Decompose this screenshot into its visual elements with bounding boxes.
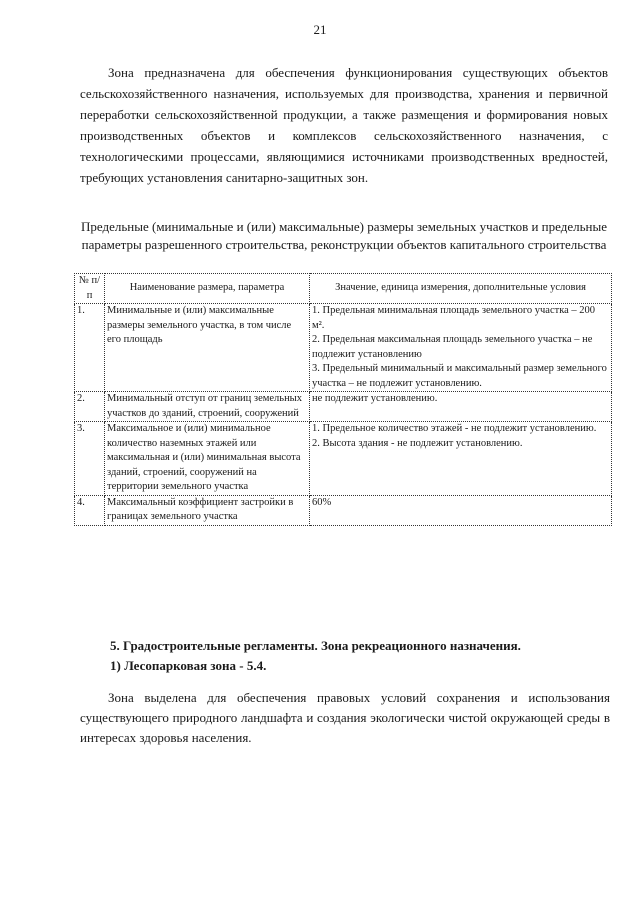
table-title: Предельные (минимальные и (или) максимальные) размеры земельных участков и предельные параметры разрешенного строительства, реконструкции объектов капитального строительства bbox=[81, 219, 607, 252]
table-row bbox=[75, 304, 612, 392]
value-line: не подлежит установлению. bbox=[312, 393, 438, 404]
value-line: 2. Высота здания - не подлежит установлению. bbox=[312, 437, 523, 449]
row-name: Минимальный отступ от границ земельных участков до зданий, строений, сооружений bbox=[105, 392, 310, 422]
table-row bbox=[75, 392, 612, 422]
table-header-row bbox=[75, 274, 612, 304]
row-value bbox=[310, 304, 612, 392]
table-row bbox=[75, 422, 612, 496]
value-line: 1. Предельное количество этажей - не подлежит установлению. bbox=[312, 423, 597, 434]
closing-paragraph: Зона выделена для обеспечения правовых условий сохранения и использования существующего природного ландшафта и создания экологически чистой окружающей среды в интересах здоровья населения. bbox=[80, 690, 610, 745]
header-name: Наименование размера, параметра bbox=[105, 274, 310, 304]
page-number: 21 bbox=[313, 22, 327, 37]
value-line: 1. Предельная минимальная площадь земельного участка – 200 м². bbox=[312, 305, 596, 331]
row-num: 2. bbox=[75, 392, 105, 422]
value-line: 60% bbox=[312, 496, 332, 508]
header-num: № п/п bbox=[75, 274, 105, 304]
section-heading bbox=[110, 636, 610, 676]
row-num: 4. bbox=[75, 495, 105, 525]
row-num: 3. bbox=[75, 422, 105, 496]
table-row bbox=[75, 495, 612, 525]
header-value: Значение, единица измерения, дополнительные условия bbox=[310, 274, 612, 304]
row-value bbox=[310, 422, 612, 496]
row-name: Максимальное и (или) минимальное количество наземных этажей или максимальная и (или) минимальная высота зданий, строений, сооружений на территории земельного участка bbox=[105, 422, 310, 496]
intro-paragraph: Зона предназначена для обеспечения функционирования существующих объектов сельскохозяйственного назначения, используемых для производства, хранения и первичной переработки сельскохозяйственной продукции, а также размещения и формирования новых производственных объектов и комплексов сельскохозяйственного назначения, с технологическими процессами, являющимися источниками производственных вредностей, требующих установления санитарно-защитных зон. bbox=[80, 65, 608, 185]
value-line: 2. Предельная максимальная площадь земельного участка – не подлежит установлению bbox=[312, 334, 593, 360]
row-name: Максимальный коэффициент застройки в границах земельного участка bbox=[105, 495, 310, 525]
row-num: 1. bbox=[75, 304, 105, 392]
parameters-table bbox=[74, 273, 612, 526]
row-name: Минимальные и (или) максимальные размеры земельного участка, в том числе его площадь bbox=[105, 304, 310, 392]
value-line: 3. Предельный минимальный и максимальный размер земельного участка – не подлежит установлению. bbox=[312, 363, 607, 389]
row-value bbox=[310, 495, 612, 525]
row-value bbox=[310, 392, 612, 422]
section-heading-line2: 1) Лесопарковая зона - 5.4. bbox=[110, 658, 267, 673]
section-heading-line1: 5. Градостроительные регламенты. Зона рекреационного назначения. bbox=[110, 638, 521, 653]
